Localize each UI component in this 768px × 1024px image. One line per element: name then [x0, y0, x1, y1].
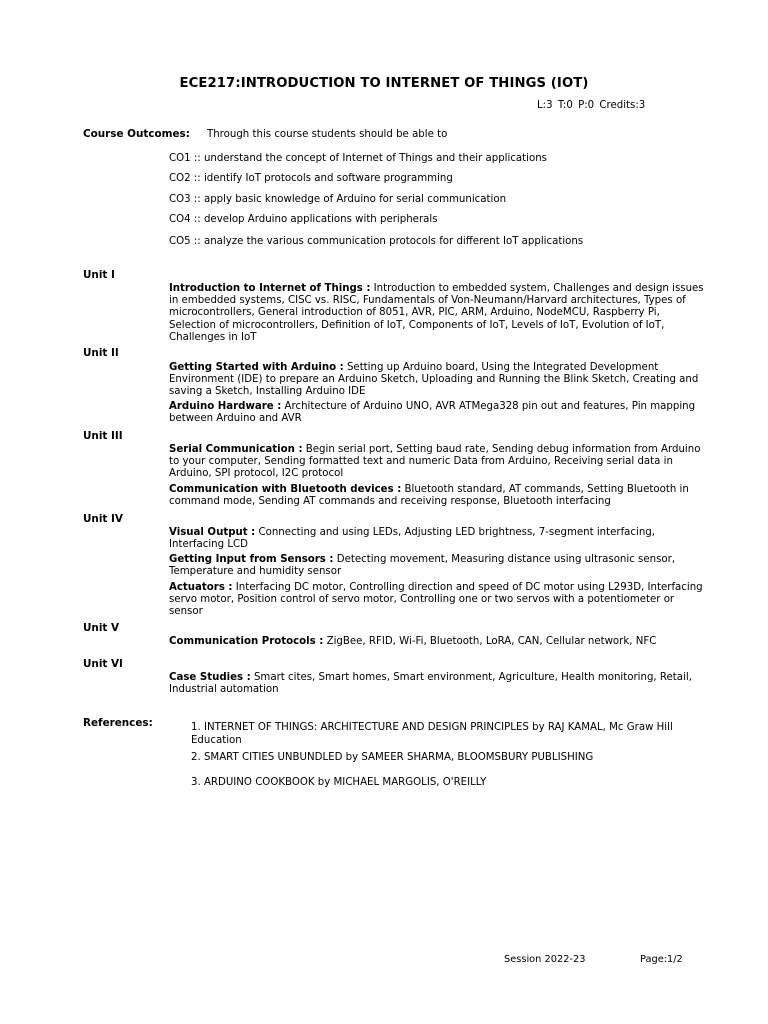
- course-outcome-1: CO1 :: understand the concept of Internet of Things and their applications: [169, 153, 547, 164]
- unit-topic: [169, 527, 709, 551]
- topic-heading: Visual Output :: [169, 527, 256, 538]
- reference-item-3: 3. ARDUINO COOKBOOK by MICHAEL MARGOLIS, O'REILLY: [191, 777, 487, 788]
- topic-heading: Introduction to Internet of Things :: [169, 283, 371, 294]
- course-outcomes-label: Course Outcomes:: [83, 128, 190, 140]
- unit-topic: [169, 582, 709, 619]
- topic-text: Begin serial port, Setting baud rate, Sending debug information from Arduino to your computer, Sending formatted text and numeric Data from Arduino, Receiving serial data in Arduino, SPI protocol, I2C protocol: [169, 444, 701, 480]
- unit-topic: [169, 554, 709, 578]
- unit-topic: [169, 672, 709, 696]
- unit-label: Unit IV: [83, 513, 123, 525]
- topic-heading: Serial Communication :: [169, 444, 303, 455]
- topic-text: Smart cites, Smart homes, Smart environment, Agriculture, Health monitoring, Retail, Industrial automation: [169, 672, 692, 696]
- course-outcomes-intro: Through this course students should be able to: [207, 129, 448, 140]
- unit-topic: [169, 444, 709, 481]
- reference-item-2: 2. SMART CITIES UNBUNDLED by SAMEER SHARMA, BLOOMSBURY PUBLISHING: [191, 752, 594, 763]
- topic-text: Interfacing DC motor, Controlling direction and speed of DC motor using L293D, Interfacing servo motor, Position control of servo motor, Controlling one or two servos with a potentiometer or sensor: [169, 582, 703, 618]
- unit-label: Unit I: [83, 269, 115, 281]
- references-label: References:: [83, 717, 153, 729]
- topic-text: Detecting movement, Measuring distance using ultrasonic sensor, Temperature and humidity sensor: [169, 554, 676, 578]
- unit-label: Unit II: [83, 347, 119, 359]
- unit-label: Unit III: [83, 430, 123, 442]
- reference-item-1: 1. INTERNET OF THINGS: ARCHITECTURE AND DESIGN PRINCIPLES by RAJ KAMAL, Mc Graw Hill Education: [191, 722, 673, 747]
- topic-text: ZigBee, RFID, Wi-Fi, Bluetooth, LoRA, CAN, Cellular network, NFC: [323, 636, 657, 647]
- topic-heading: Arduino Hardware :: [169, 401, 282, 412]
- topic-text: Setting up Arduino board, Using the Integrated Development Environment (IDE) to prepare an Arduino Sketch, Uploading and Running the Blink Sketch, Creating and saving a Sketch, Installing Arduino IDE: [169, 362, 699, 398]
- credits-line: L:3 T:0 P:0 Credits:3: [537, 100, 646, 111]
- unit-topic: [169, 484, 709, 508]
- unit-topic: [169, 636, 709, 648]
- course-outcome-5: CO5 :: analyze the various communication protocols for different IoT applications: [169, 236, 584, 247]
- page-number: Page:1/2: [640, 954, 683, 965]
- course-outcome-3: CO3 :: apply basic knowledge of Arduino for serial communication: [169, 194, 507, 205]
- course-outcome-4: CO4 :: develop Arduino applications with peripherals: [169, 214, 438, 225]
- unit-label: Unit VI: [83, 658, 123, 670]
- topic-text: Bluetooth standard, AT commands, Setting Bluetooth in command mode, Sending AT commands and receiving response, Bluetooth interfacing: [169, 484, 689, 508]
- topic-heading: Case Studies :: [169, 672, 251, 683]
- session-label: Session 2022-23: [504, 954, 586, 965]
- topic-heading: Getting Started with Arduino :: [169, 362, 344, 373]
- topic-text: Connecting and using LEDs, Adjusting LED brightness, 7-segment interfacing, Interfacing LCD: [169, 527, 655, 551]
- unit-label: Unit V: [83, 622, 120, 634]
- unit-topic: [169, 283, 709, 344]
- unit-topic: [169, 401, 709, 425]
- topic-heading: Getting Input from Sensors :: [169, 554, 334, 565]
- topic-heading: Communication Protocols :: [169, 636, 324, 647]
- unit-topic: [169, 362, 709, 399]
- topic-heading: Communication with Bluetooth devices :: [169, 484, 402, 495]
- course-title: ECE217:INTRODUCTION TO INTERNET OF THINGS (IOT): [179, 76, 589, 91]
- topic-text: Introduction to embedded system, Challenges and design issues in embedded systems, CISC vs. RISC, Fundamentals of Von-Neumann/Harvard architectures, Types of microcontrollers, General introduction of 8051, AVR, PIC, ARM, Arduino, NodeMCU, Raspberry Pi, Selection of microcontrollers, Definition of IoT, Components of IoT, Levels of IoT, Evolution of IoT, Challenges in IoT: [169, 283, 704, 343]
- course-outcome-2: CO2 :: identify IoT protocols and software programming: [169, 173, 453, 184]
- topic-heading: Actuators :: [169, 582, 233, 593]
- topic-text: Architecture of Arduino UNO, AVR ATMega328 pin out and features, Pin mapping between Arduino and AVR: [169, 401, 696, 425]
